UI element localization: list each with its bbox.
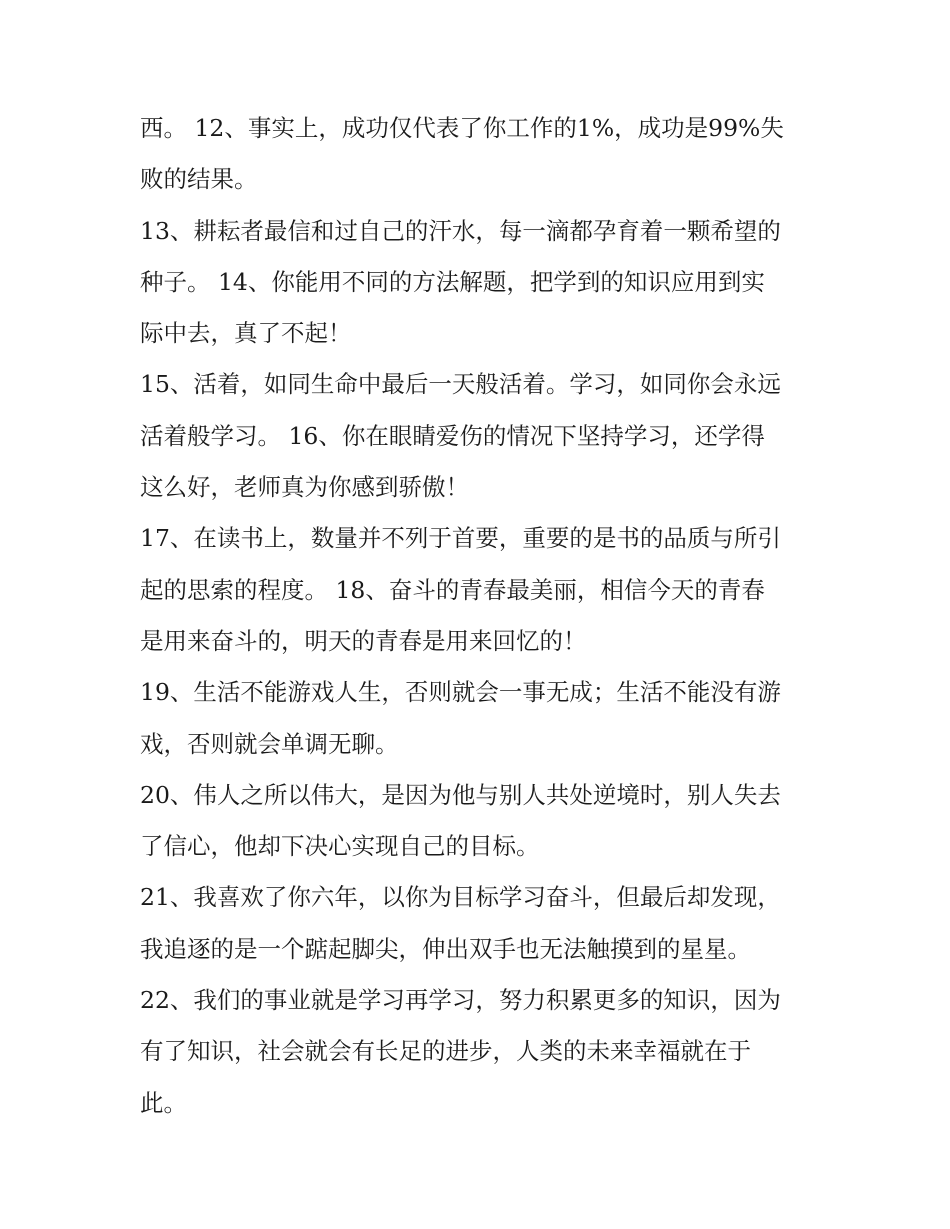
text-line: 17、在读书上，数量并不列于首要，重要的是书的品质与所引 <box>140 524 781 553</box>
text-line: 19、生活不能游戏人生，否则就会一事无成；生活不能没有游 <box>140 678 781 707</box>
text-line: 际中去，真了不起！ <box>140 319 352 348</box>
text-line: 戏，否则就会单调无聊。 <box>140 729 399 758</box>
text-line: 15、活着，如同生命中最后一天般活着。学习，如同你会永远 <box>140 370 781 399</box>
document-body <box>140 103 820 1129</box>
text-line: 活着般学习。 16、你在眼睛爱伤的情况下坚持学习，还学得 <box>140 421 765 450</box>
text-line: 有了知识，社会就会有长足的进步，人类的未来幸福就在于 <box>140 1037 751 1066</box>
text-line: 此。 <box>140 1088 187 1117</box>
text-line: 是用来奋斗的，明天的青春是用来回忆的！ <box>140 626 587 655</box>
text-line: 22、我们的事业就是学习再学习，努力积累更多的知识，因为 <box>140 986 781 1015</box>
text-line: 败的结果。 <box>140 165 258 194</box>
text-line: 种子。 14、你能用不同的方法解题，把学到的知识应用到实 <box>140 267 765 296</box>
text-line: 13、耕耘者最信和过自己的汗水，每一滴都孕育着一颗希望的 <box>140 216 781 245</box>
text-line: 起的思索的程度。 18、奋斗的青春最美丽，相信今天的青春 <box>140 575 765 604</box>
text-line: 这么好，老师真为你感到骄傲！ <box>140 473 469 502</box>
text-line: 西。 12、事实上，成功仅代表了你工作的1%，成功是99%失 <box>140 114 784 142</box>
text-line: 我追逐的是一个踮起脚尖，伸出双手也无法触摸到的星星。 <box>140 934 751 963</box>
text-line: 21、我喜欢了你六年，以你为目标学习奋斗，但最后却发现， <box>140 883 781 912</box>
text-line: 20、伟人之所以伟大，是因为他与别人共处逆境时，别人失去 <box>140 780 781 809</box>
text-line: 了信心，他却下决心实现自己的目标。 <box>140 832 540 861</box>
